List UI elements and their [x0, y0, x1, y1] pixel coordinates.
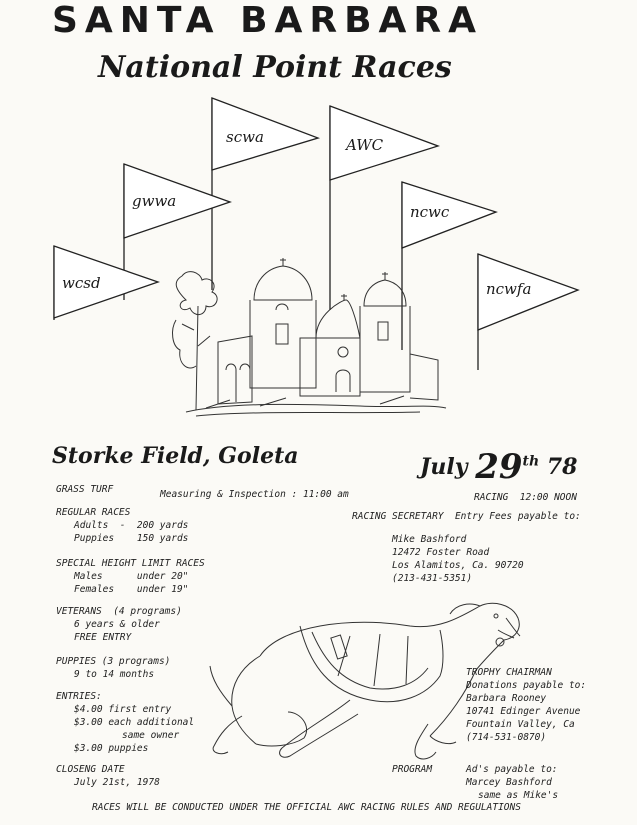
racing-time: RACING 12:00 NOON: [474, 492, 577, 503]
racing-secretary-heading: RACING SECRETARY Entry Fees payable to:: [352, 511, 581, 522]
grass-turf-label: GRASS TURF: [56, 484, 114, 495]
veterans-heading: VETERANS (4 programs): [56, 606, 182, 617]
secretary-city: Los Alamitos, Ca. 90720: [392, 560, 524, 571]
poster-subtitle: National Point Races: [98, 50, 452, 85]
pennant-label: scwa: [226, 128, 264, 146]
trophy-city: Fountain Valley, Ca: [466, 719, 575, 730]
trophy-heading: TROPHY CHAIRMAN: [466, 667, 552, 678]
pennant-wcsd: [54, 246, 158, 320]
event-day-suffix: th: [522, 453, 540, 470]
poster-title: SANTA BARBARA: [52, 0, 483, 41]
trophy-payable: Donations payable to:: [466, 680, 587, 691]
entries-same-owner: same owner: [122, 730, 180, 741]
trophy-phone: (714-531-0870): [466, 732, 547, 743]
regular-adults: Adults - 200 yards: [74, 520, 189, 531]
closing-date: July 21st, 1978: [74, 777, 160, 788]
event-year: 78: [546, 454, 578, 480]
veterans-entry: FREE ENTRY: [74, 632, 132, 643]
event-month: July: [420, 454, 468, 480]
rules-footer: RACES WILL BE CONDUCTED UNDER THE OFFICIAL AWC RACING RULES AND REGULATIONS: [92, 802, 521, 813]
event-venue: Storke Field, Goleta: [52, 443, 299, 469]
entries-additional: $3.00 each additional: [74, 717, 195, 728]
height-females: Females under 19": [74, 584, 189, 595]
ads-same: same as Mike's: [478, 790, 559, 801]
pennant-label: gwwa: [132, 192, 177, 210]
entries-heading: ENTRIES:: [56, 691, 102, 702]
closing-date-heading: CLOSENG DATE: [56, 764, 125, 775]
program-label: PROGRAM: [392, 764, 433, 775]
entries-first: $4.00 first entry: [74, 704, 172, 715]
measuring-inspection: Measuring & Inspection : 11:00 am: [160, 489, 349, 500]
puppies-age: 9 to 14 months: [74, 669, 155, 680]
pennant-label: AWC: [346, 136, 384, 154]
veterans-age: 6 years & older: [74, 619, 160, 630]
ads-heading: Ad's payable to:: [466, 764, 558, 775]
height-races-heading: SPECIAL HEIGHT LIMIT RACES: [56, 558, 205, 569]
pennant-scwa: [212, 98, 318, 290]
secretary-street: 12472 Foster Road: [392, 547, 490, 558]
event-date: [420, 443, 578, 487]
pennant-label: ncwfa: [486, 280, 532, 298]
secretary-phone: (213-431-5351): [392, 573, 473, 584]
trophy-name: Barbara Rooney: [466, 693, 547, 704]
height-males: Males under 20": [74, 571, 189, 582]
pennant-label: ncwc: [410, 203, 450, 221]
pennant-label: wcsd: [62, 274, 101, 292]
pennant-ncwfa: [478, 254, 578, 370]
secretary-name: Mike Bashford: [392, 534, 467, 545]
event-day: 29: [475, 447, 523, 487]
puppies-heading: PUPPIES (3 programs): [56, 656, 171, 667]
regular-races-heading: REGULAR RACES: [56, 507, 131, 518]
trophy-street: 10741 Edinger Avenue: [466, 706, 581, 717]
mission-drawing: [173, 258, 446, 416]
entries-puppies: $3.00 puppies: [74, 743, 149, 754]
ads-name: Marcey Bashford: [466, 777, 552, 788]
regular-puppies: Puppies 150 yards: [74, 533, 189, 544]
